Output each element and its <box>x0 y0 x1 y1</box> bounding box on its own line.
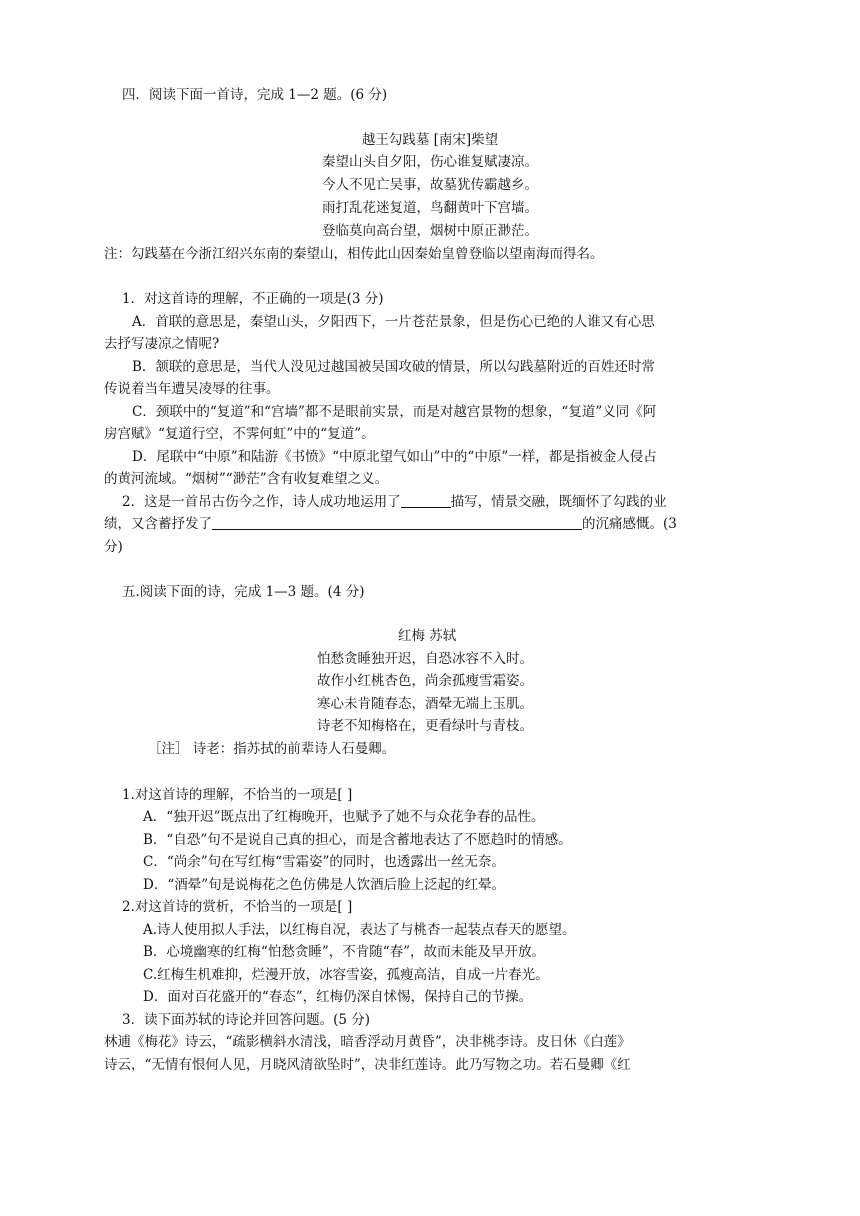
question-4-2-text: 描写，情景交融，既缅怀了勾践的业 <box>450 494 667 510</box>
question-5-2-option: D．面对百花盛开的“春态”，红梅仍深自怵惕，保持自己的节操。 <box>143 989 533 1005</box>
section-5-heading: 五.阅读下面的诗，完成 1—3 题。(4 分) <box>122 584 365 600</box>
poem-4-line: 雨打乱花迷复道，鸟翻黄叶下宫墙。 <box>322 200 538 216</box>
poem-5-note: ［注］ 诗老：指苏拭的前辈诗人石曼卿。 <box>148 741 396 757</box>
answer-blank[interactable] <box>401 493 451 508</box>
question-5-2-option: A.诗人使用拟人手法，以红梅自况，表达了与桃杏一起装点春天的愿望。 <box>143 922 576 938</box>
answer-blank[interactable] <box>212 515 582 530</box>
option-a-line: 去抒写凄凉之情呢? <box>104 336 220 352</box>
option-b-line: B．颔联的意思是，当代人没见过越国被吴国攻破的情景，所以勾践墓附近的百姓还时常 <box>132 359 655 375</box>
section-4-heading: 四．阅读下面一首诗，完成 1—2 题。(6 分) <box>122 87 388 103</box>
question-4-2-text: 2．这是一首吊古伤今之作，诗人成功地运用了 <box>122 494 401 510</box>
option-c-line: C．颈联中的“复道”和“宫墙”都不是眼前实景，而是对越宫景物的想象，“复道”义同《阿 <box>132 404 657 420</box>
question-5-1-option: D．“酒晕”旬是说梅花之色仿佛是人饮酒后脸上泛起的红晕。 <box>143 877 506 893</box>
option-c-line: 房宫赋》“复道行空，不霁何虹”中的“复道”。 <box>104 426 375 442</box>
option-b-line: 传说着当年遭吴凌辱的往事。 <box>104 381 280 397</box>
poem-4-note: 注：勾践墓在今浙江绍兴东南的秦望山，相传此山因秦始皇曾登临以望南海而得名。 <box>104 246 604 262</box>
question-5-1-option: B．“自恐”句不是说自己真的担心，而是含蓄地表达了不愿趋时的情感。 <box>143 832 572 848</box>
question-5-2-option: C.红梅生机难抑，烂漫开放，冰容雪姿，孤瘦高洁，自成一片春光。 <box>143 967 549 983</box>
poem-4-title: 越王勾践墓 [南宋]柴望 <box>361 132 499 148</box>
poem-5-line: 寒心未肯随春态，酒晕无端上玉肌。 <box>317 696 533 712</box>
passage-line: 诗云，“无情有恨何人见，月晓风清欲坠时”，决非红莲诗。此乃写物之功。若石曼卿《红 <box>104 1057 631 1073</box>
poem-5-title: 红梅 苏轼 <box>398 628 457 644</box>
poem-5-line: 怕愁贪睡独开迟，自恐冰容不入时。 <box>317 651 533 667</box>
question-4-2-text: 绩，又含蓄抒发了 <box>104 516 212 532</box>
option-a-line: A．首联的意思是，秦望山头，夕阳西下，一片苍茫景象，但是伤心已绝的人谁又有心思 <box>132 314 655 330</box>
question-4-2-line: 分) <box>104 539 123 555</box>
question-4-1: 1．对这首诗的理解，不正确的一项是(3 分) <box>122 291 384 307</box>
question-5-2-option: B．心境幽寒的红梅“怕愁贪睡”，不肯随“春”，故而未能及早开放。 <box>143 944 546 960</box>
passage-line: 林逋《梅花》诗云，“疏影横斜水清浅，暗香浮动月黄昏”，决非桃李诗。皮日休《白莲》 <box>104 1034 631 1050</box>
poem-4-line: 今人不见亡吴事，故墓犹传霸越乡。 <box>322 177 538 193</box>
question-5-2: 2.对这首诗的赏析，不恰当的一项是[ ] <box>122 899 353 915</box>
question-5-1-option: C．“尚余”句在写红梅“雪霜姿”的同时，也透露出一丝无奈。 <box>143 854 505 870</box>
question-5-1: 1.对这首诗的理解，不恰当的一项是[ ] <box>122 787 353 803</box>
poem-5-line: 诗老不知梅格在，更看绿叶与青枝。 <box>317 718 533 734</box>
question-4-2-line <box>104 515 677 533</box>
poem-5-line: 故作小红桃杏色，尚余孤瘦雪霜姿。 <box>317 673 533 689</box>
poem-4-line: 秦望山头自夕阳，伤心谁复赋凄凉。 <box>322 154 538 170</box>
poem-4-line: 登临莫向高台望，烟树中原正渺茫。 <box>322 223 538 239</box>
option-d-line: D．尾联中“中原”和陆游《书愤》“中原北望气如山”中的“中原”一样，都是指被金人侵占 <box>132 449 657 465</box>
question-5-1-option: A．“独开迟”既点出了红梅晚开，也赋予了她不与众花争春的品性。 <box>143 809 545 825</box>
option-d-line: 的黄河流域。“烟树”“渺茫”含有收复难望之义。 <box>104 471 389 487</box>
question-4-2-text: 的沉痛感慨。(3 <box>582 516 677 532</box>
question-4-2 <box>122 493 667 511</box>
question-5-3: 3．读下面苏轼的诗论并回答问题。(5 分) <box>122 1012 371 1028</box>
